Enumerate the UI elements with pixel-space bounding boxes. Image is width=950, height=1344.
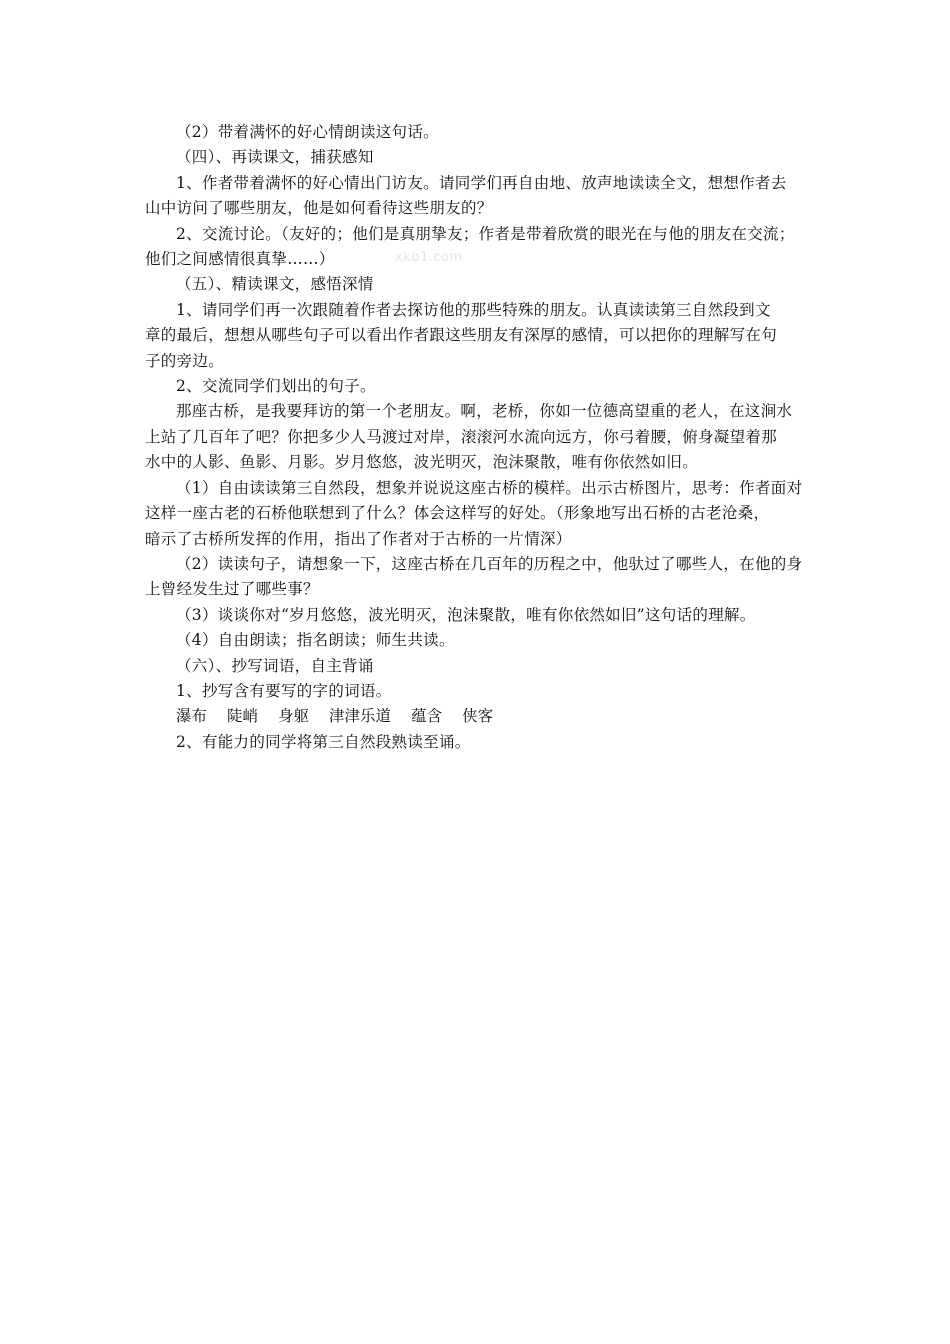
text-line: 子的旁边。 xyxy=(145,351,225,370)
vocab-word: 蕴含 xyxy=(411,707,443,726)
text-line: 上曾经发生过了哪些事？ xyxy=(145,580,319,599)
text-line: 暗示了古桥所发挥的作用，指出了作者对于古桥的一片情深） xyxy=(145,529,572,548)
text-line: 1、作者带着满怀的好心情出门访友。请同学们再自由地、放声地读读全文，想想作者去 xyxy=(176,173,787,192)
text-line: （四）、再读课文，捕获感知 xyxy=(176,148,374,167)
vocab-word: 津津乐道 xyxy=(329,707,392,726)
document-page xyxy=(145,120,810,755)
text-line: 他们之间感情很真挚……） xyxy=(145,250,335,269)
vocab-word: 瀑布 xyxy=(176,707,208,726)
text-line: （3）谈谈你对“岁月悠悠，波光明灭，泡沫聚散，唯有你依然如旧”这句话的理解。 xyxy=(176,605,756,624)
text-line: （五）、精读课文，感悟深情 xyxy=(176,275,374,294)
text-line: （1）自由读读第三自然段，想象并说说这座古桥的模样。出示古桥图片，思考：作者面对 xyxy=(176,478,803,497)
text-line: 上站了几百年了吧？你把多少人马渡过对岸，滚滚河水流向远方，你弓着腰，俯身凝望着那 xyxy=(145,427,778,446)
last-line: 2、有能力的同学将第三自然段熟读至诵。 xyxy=(176,732,471,751)
text-line: （4）自由朗读；指名朗读；师生共读。 xyxy=(176,631,455,650)
watermark-text: xkb1.com xyxy=(395,250,463,265)
text-line: 那座古桥，是我要拜访的第一个老朋友。啊，老桥，你如一位德高望重的老人，在这涧水 xyxy=(176,402,793,421)
text-line: 这样一座古老的石桥他联想到了什么？体会这样写的好处。（形象地写出石桥的古老沧桑， xyxy=(145,504,770,523)
text-line: （2）读读句子，请想象一下，这座古桥在几百年的历程之中，他驮过了哪些人，在他的身 xyxy=(176,554,803,573)
text-line: （2）带着满怀的好心情朗读这句话。 xyxy=(176,123,439,141)
text-line: 水中的人影、鱼影、月影。岁月悠悠，波光明灭，泡沫聚散，唯有你依然如旧。 xyxy=(145,453,699,472)
text-line: 1、抄写含有要写的字的词语。 xyxy=(176,681,392,700)
vocab-word: 陡峭 xyxy=(227,707,259,726)
text-line: 章的最后，想想从哪些句子可以看出作者跟这些朋友有深厚的感情，可以把你的理解写在句 xyxy=(145,326,778,345)
vocab-word: 身躯 xyxy=(278,707,310,726)
text-line: 2、交流同学们划出的句子。 xyxy=(176,377,376,396)
text-line: 2、交流讨论。（友好的；他们是真朋挚友；作者是带着欣赏的眼光在与他的朋友在交流； xyxy=(176,224,795,243)
text-line: 1、请同学们再一次跟随着作者去探访他的那些特殊的朋友。认真读读第三自然段到文 xyxy=(176,300,771,319)
paragraph-lines xyxy=(145,120,810,704)
text-line: 山中访问了哪些朋友，他是如何看待这些朋友的？ xyxy=(145,199,493,218)
vocab-list xyxy=(145,704,810,729)
vocab-word: 侠客 xyxy=(462,707,494,726)
text-line: （六）、抄写词语，自主背诵 xyxy=(176,656,374,675)
